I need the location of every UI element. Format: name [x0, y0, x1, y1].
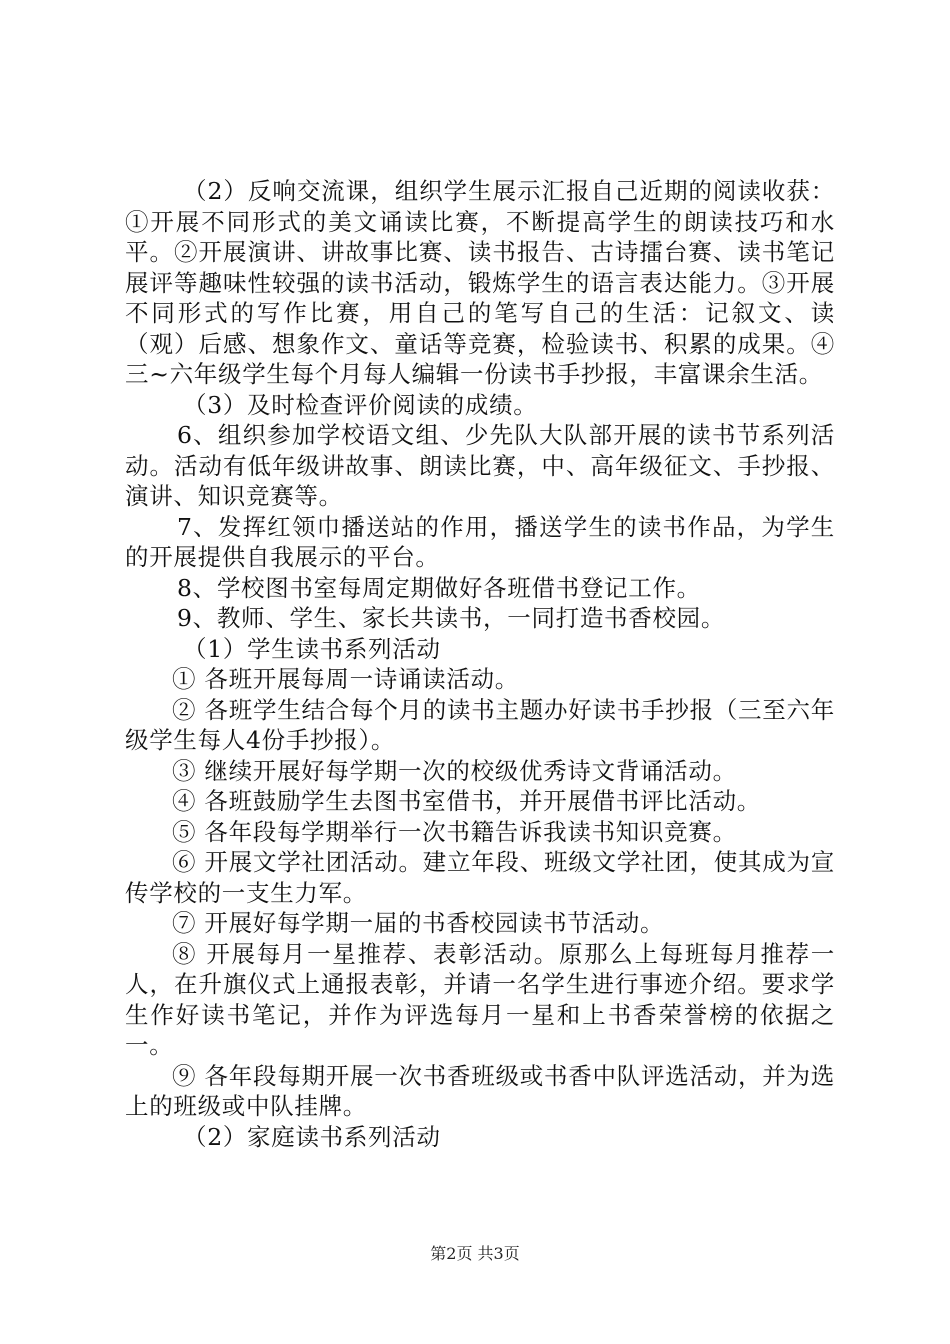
list-item-8: ⑧ 开展每月一星推荐、表彰活动。原那么上每班每月推荐一人，在升旗仪式上通报表彰，并请一名学生进行事迹介绍。要求学生作好读书笔记，并作为评选每月一星和上书香荣誉榜的依据之一。: [125, 939, 835, 1059]
paragraph-exchange-class: （2）反响交流课，组织学生展示汇报自己近期的阅读收获：①开展不同形式的美文诵读比赛，不断提高学生的朗读技巧和水平。②开展演讲、讲故事比赛、读书报告、古诗擂台赛、读书笔记展评等趣味性较强的读书活动，锻炼学生的语言表达能力。③开展不同形式的写作比赛，用自己的笔写自己的生活：记叙文、读（观）后感、想象作文、童话等竞赛，检验读书、积累的成果。④三~六年级学生每个月每人编辑一份读书手抄报，丰富课余生活。: [125, 177, 835, 388]
paragraph-item-9: 9、教师、学生、家长共读书，一同打造书香校园。: [177, 604, 726, 632]
list-item-7: ⑦ 开展好每学期一届的书香校园读书节活动。: [172, 909, 665, 937]
list-item-9: ⑨ 各年段每期开展一次书香班级或书香中队评选活动，并为选上的班级或中队挂牌。: [125, 1061, 835, 1120]
page-number-footer: 第2页 共3页: [430, 1244, 520, 1263]
list-item-4: ④ 各班鼓励学生去图书室借书，并开展借书评比活动。: [172, 787, 761, 815]
paragraph-item-6: 6、组织参加学校语文组、少先队大队部开展的读书节系列活动。活动有低年级讲故事、朗读比赛，中、高年级征文、手抄报、演讲、知识竞赛等。: [125, 421, 835, 510]
paragraph-evaluation: （3）及时检查评价阅读的成绩。: [183, 390, 538, 419]
subheading-student-activities: （1）学生读书系列活动: [183, 634, 441, 663]
list-item-3: ③ 继续开展好每学期一次的校级优秀诗文背诵活动。: [172, 756, 737, 785]
list-item-2: ② 各班学生结合每个月的读书主题办好读书手抄报（三至六年级学生每人4份手抄报）。: [125, 695, 835, 754]
list-item-5: ⑤ 各年段每学期举行一次书籍告诉我读书知识竞赛。: [172, 817, 737, 846]
paragraph-item-7: 7、发挥红领巾播送站的作用，播送学生的读书作品，为学生的开展提供自我展示的平台。: [125, 512, 835, 571]
list-item-6: ⑥ 开展文学社团活动。建立年段、班级文学社团，使其成为宣传学校的一支生力军。: [125, 848, 835, 907]
paragraph-item-8: 8、学校图书室每周定期做好各班借书登记工作。: [177, 573, 701, 602]
subheading-family-activities: （2）家庭读书系列活动: [183, 1122, 441, 1151]
document-body: [125, 176, 835, 1152]
list-item-1: ① 各班开展每周一诗诵读活动。: [172, 665, 519, 693]
